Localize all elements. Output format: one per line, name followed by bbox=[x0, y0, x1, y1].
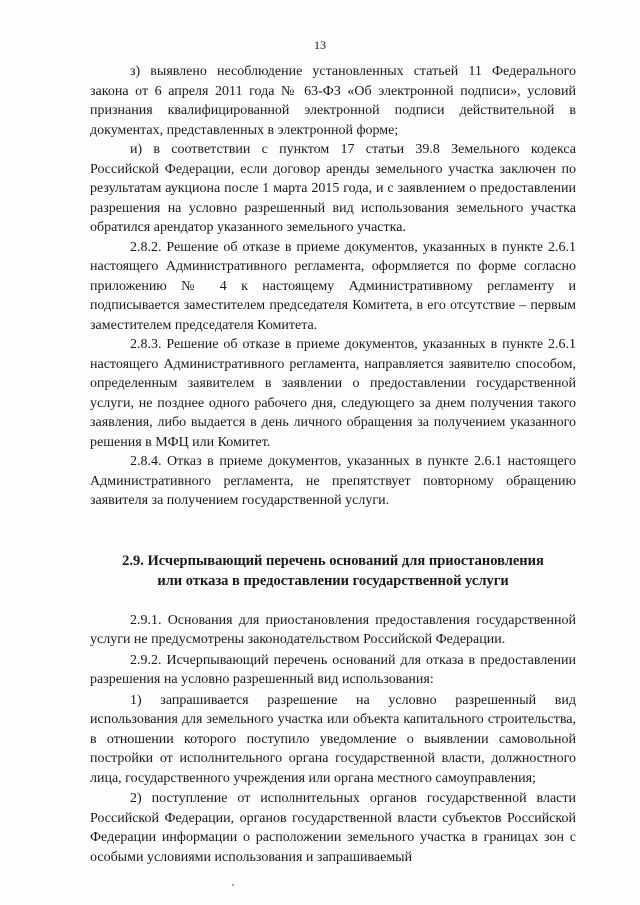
section-heading-line-2: или отказа в предоставлении государственной услуги bbox=[157, 572, 509, 589]
paragraph-2-9-2: 2.9.2. Исчерпывающий перечень оснований для отказа в предоставлении разрешения на условно разрешенный вид использования: bbox=[90, 652, 576, 687]
paragraph-i: и) в соответствии с пунктом 17 статьи 39.8 Земельного кодекса Российской Федерации, если договор аренды земельного участка заключен по результатам аукциона после 1 марта 2015 года, и с заявлением о предоставлении разрешения на условно разрешенный вид использования земельного участка обратился арендатор указанного земельного участка. bbox=[90, 142, 576, 235]
list-item-1: 1) запрашивается разрешение на условно разрешенный вид использования для земельного участка или объекта капитального строительства, в отношении которого поступило уведомление о выявлении самовольной постройки от исполнительного органа государственной власти, должностного лица, государственного учреждения или органа местного самоуправления; bbox=[90, 692, 576, 786]
section-heading-line-1: 2.9. Исчерпывающий перечень оснований для приостановления bbox=[122, 552, 544, 569]
paragraph-2-8-4: 2.8.4. Отказ в приеме документов, указанных в пункте 2.6.1 настоящего Административного регламента, не препятствует повторному обращению заявителя за получением государственной услуги. bbox=[90, 454, 576, 508]
paragraph-z: з) выявлено несоблюдение установленных статьей 11 Федерального закона от 6 апреля 2011 года № 63-ФЗ «Об электронной подписи», условий признания квалифицированной электронной подписи действительной в документах, представленных в электронной форме; bbox=[90, 64, 576, 138]
document-body bbox=[90, 62, 576, 867]
list-item-2: 2) поступление от исполнительных органов государственной власти Российской Федерации, органов государственной власти субъектов Российской Федерации информации о расположении земельного участка в границах зон с особыми условиями использования и запрашиваемый bbox=[90, 791, 576, 865]
paragraph-2-9-1: 2.9.1. Основания для приостановления предоставления государственной услуги не предусмотрены законодательством Российской Федерации. bbox=[90, 612, 576, 647]
section-heading-2-9 bbox=[90, 551, 576, 591]
paragraph-2-8-3: 2.8.3. Решение об отказе в приеме документов, указанных в пункте 2.6.1 настоящего Административного регламента, направляется заявителю способом, определенным заявителем в заявлении о предоставлении государственной услуги, не позднее одного рабочего дня, следующего за днем получения такого заявления, либо выдается в день личного обращения за получением указанного решения в МФЦ или Комитет. bbox=[90, 337, 576, 450]
page-number: 13 bbox=[314, 38, 326, 52]
paragraph-2-8-2: 2.8.2. Решение об отказе в приеме документов, указанных в пункте 2.6.1 настоящего Административного регламента, оформляется по форме согласно приложению № 4 к настоящему Административному регламенту и подписывается заместителем председателя Комитета, в его отсутствие – первым заместителем председателя Комитета. bbox=[90, 239, 576, 333]
scan-speck bbox=[232, 884, 234, 886]
